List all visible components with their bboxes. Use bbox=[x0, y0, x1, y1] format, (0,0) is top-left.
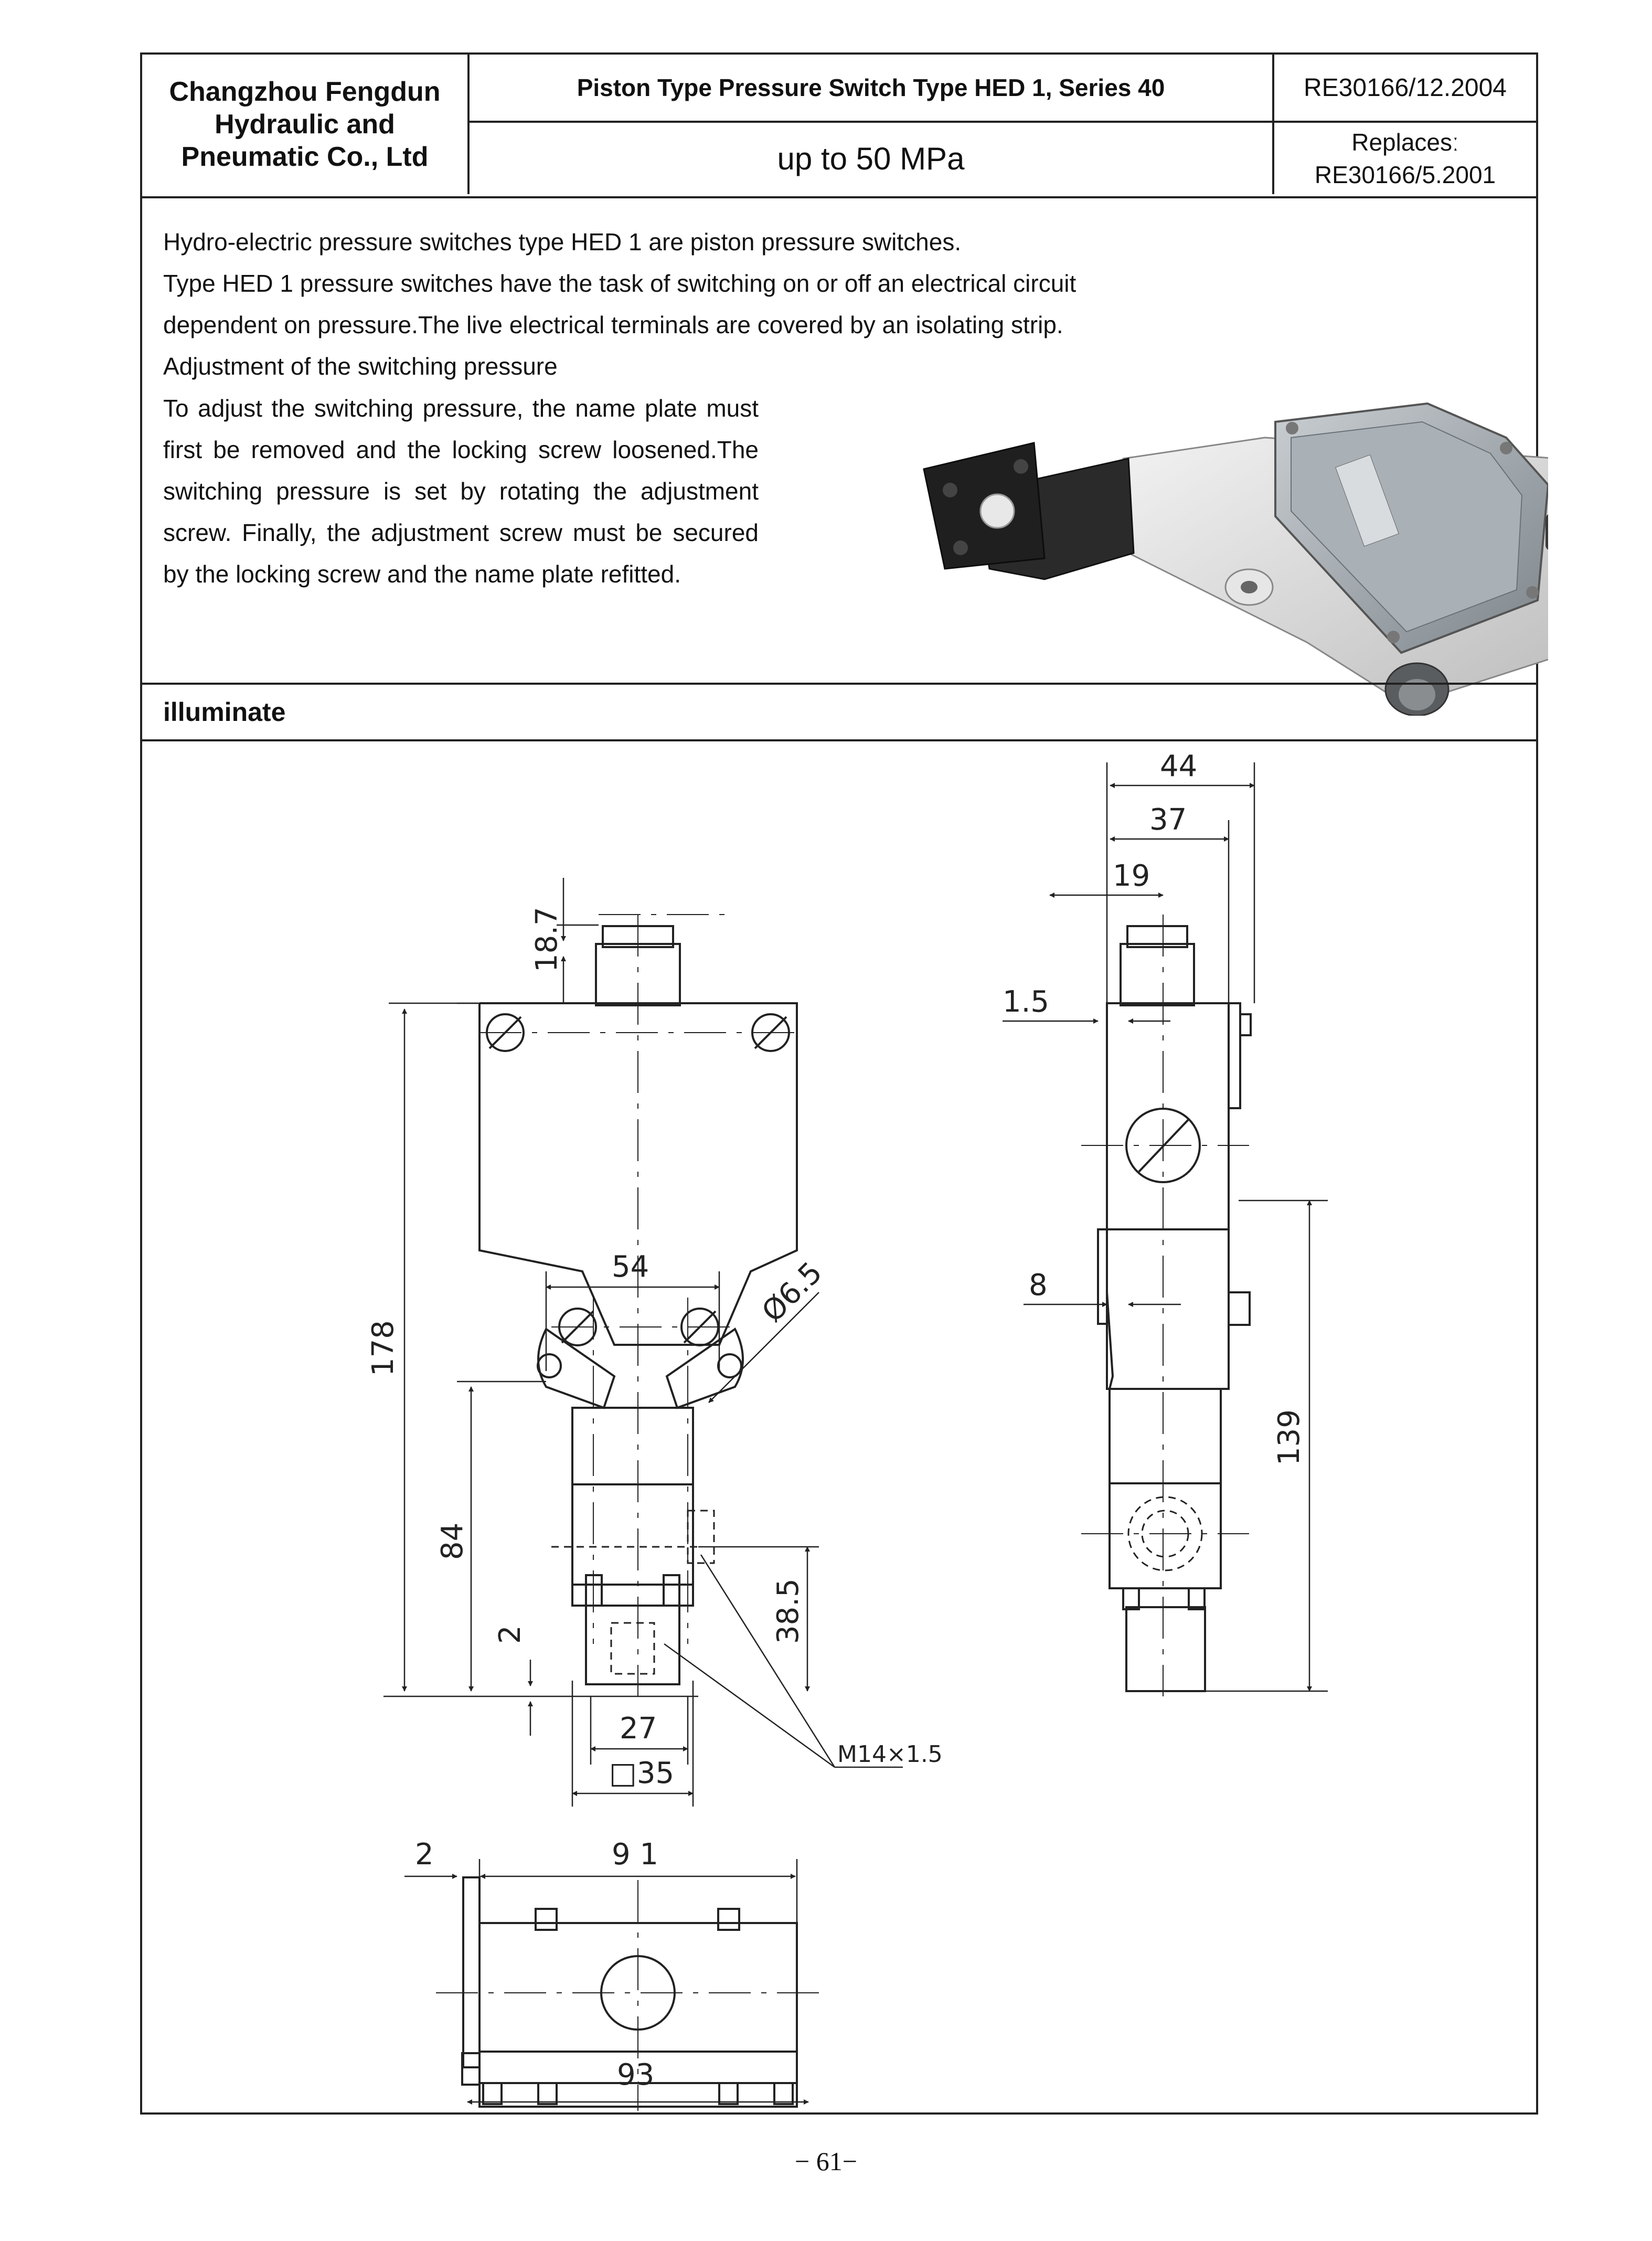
front-lug-right bbox=[667, 1329, 743, 1408]
side-body bbox=[1110, 1389, 1221, 1483]
connector-bolt-1 bbox=[943, 483, 957, 497]
cover-screw-2 bbox=[1500, 442, 1512, 454]
connector-bolt-2 bbox=[1014, 459, 1028, 474]
intro-paragraph-2: Type HED 1 pressure switches have the task of switching on or off an electrical circuit bbox=[163, 270, 1077, 297]
product-photo bbox=[877, 380, 1548, 716]
connector-screw bbox=[980, 494, 1014, 528]
dim-sq35: □35 bbox=[609, 1756, 675, 1790]
company-line-1: Changzhou Fengdun bbox=[169, 77, 441, 107]
dim-2-front: 2 bbox=[493, 1625, 527, 1644]
dim-27: 27 bbox=[620, 1712, 657, 1746]
dim-thread: M14×1.5 bbox=[837, 1741, 943, 1768]
page-number: − 61− bbox=[795, 2147, 857, 2176]
thread-leader-2 bbox=[664, 1644, 835, 1767]
company-name bbox=[142, 55, 470, 194]
dim-84: 84 bbox=[435, 1522, 470, 1560]
side-cap bbox=[1121, 944, 1194, 1005]
dim-139: 139 bbox=[1272, 1409, 1306, 1465]
intro-paragraph-3: dependent on pressure.The live electrical terminals are covered by an isolating strip. bbox=[163, 311, 1063, 338]
cover-screw-4 bbox=[1387, 631, 1400, 643]
cover-screw-1 bbox=[1286, 422, 1298, 434]
dim-54: 54 bbox=[612, 1250, 649, 1284]
technical-drawing bbox=[142, 741, 1536, 2112]
front-lug-left bbox=[538, 1329, 614, 1408]
cover-screw-3 bbox=[1526, 586, 1539, 599]
dim-38-5: 38.5 bbox=[771, 1578, 805, 1644]
replaces-code: RE30166/5.2001 bbox=[1314, 161, 1496, 188]
company-line-2: Hydraulic and bbox=[215, 109, 395, 140]
side-port-block bbox=[1110, 1483, 1221, 1588]
dim-18-7: 18.7 bbox=[530, 907, 564, 972]
adjust-heading: Adjustment of the switching pressure bbox=[163, 353, 558, 380]
dim-2-bottom: 2 bbox=[415, 1838, 434, 1872]
dim-178: 178 bbox=[366, 1320, 400, 1376]
intro-paragraph-1: Hydro-electric pressure switches type HED 1 are piston pressure switches. bbox=[163, 228, 962, 256]
dim-37: 37 bbox=[1149, 803, 1187, 837]
header-table bbox=[142, 55, 1536, 198]
document-title: Piston Type Pressure Switch Type HED 1, Series 40 bbox=[470, 55, 1274, 123]
thread-leader-1 bbox=[701, 1555, 835, 1767]
section-header-illuminate: illuminate bbox=[142, 683, 1536, 741]
front-body-lower bbox=[572, 1484, 693, 1585]
adjust-text: To adjust the switching pressure, the name plate must first be removed and the locking screw loosened.The switching pressure is set by rotating the adjustment screw. Finally, the adjustment screw must be secured by the locking screw and the name plate refitted. bbox=[163, 395, 759, 588]
replaces-label: Replacesː bbox=[1351, 129, 1459, 156]
dim-44: 44 bbox=[1160, 749, 1198, 783]
dim-8: 8 bbox=[1029, 1268, 1048, 1302]
dim-19: 19 bbox=[1113, 859, 1150, 893]
pressure-rating: up to 50 MPa bbox=[470, 123, 1274, 194]
side-view bbox=[1098, 926, 1251, 1691]
front-body-upper bbox=[572, 1408, 693, 1484]
replaces-block bbox=[1274, 123, 1536, 194]
dim-hole: Ø6.5 bbox=[755, 1255, 829, 1329]
side-bottom bbox=[1126, 1607, 1205, 1691]
company-line-3: Pneumatic Co., Ltd bbox=[181, 142, 429, 172]
side-name-plate bbox=[1229, 1003, 1240, 1108]
dim-1-5: 1.5 bbox=[1003, 985, 1050, 1019]
side-plug bbox=[1546, 514, 1548, 550]
page-frame bbox=[140, 52, 1538, 2115]
connector-bolt-3 bbox=[953, 540, 968, 555]
dim-91: 9 1 bbox=[612, 1838, 659, 1872]
side-housing bbox=[1107, 1003, 1229, 1389]
dim-93: 93 bbox=[617, 2058, 655, 2092]
intro-text bbox=[163, 221, 1422, 346]
document-code: RE30166/12.2004 bbox=[1274, 55, 1536, 123]
